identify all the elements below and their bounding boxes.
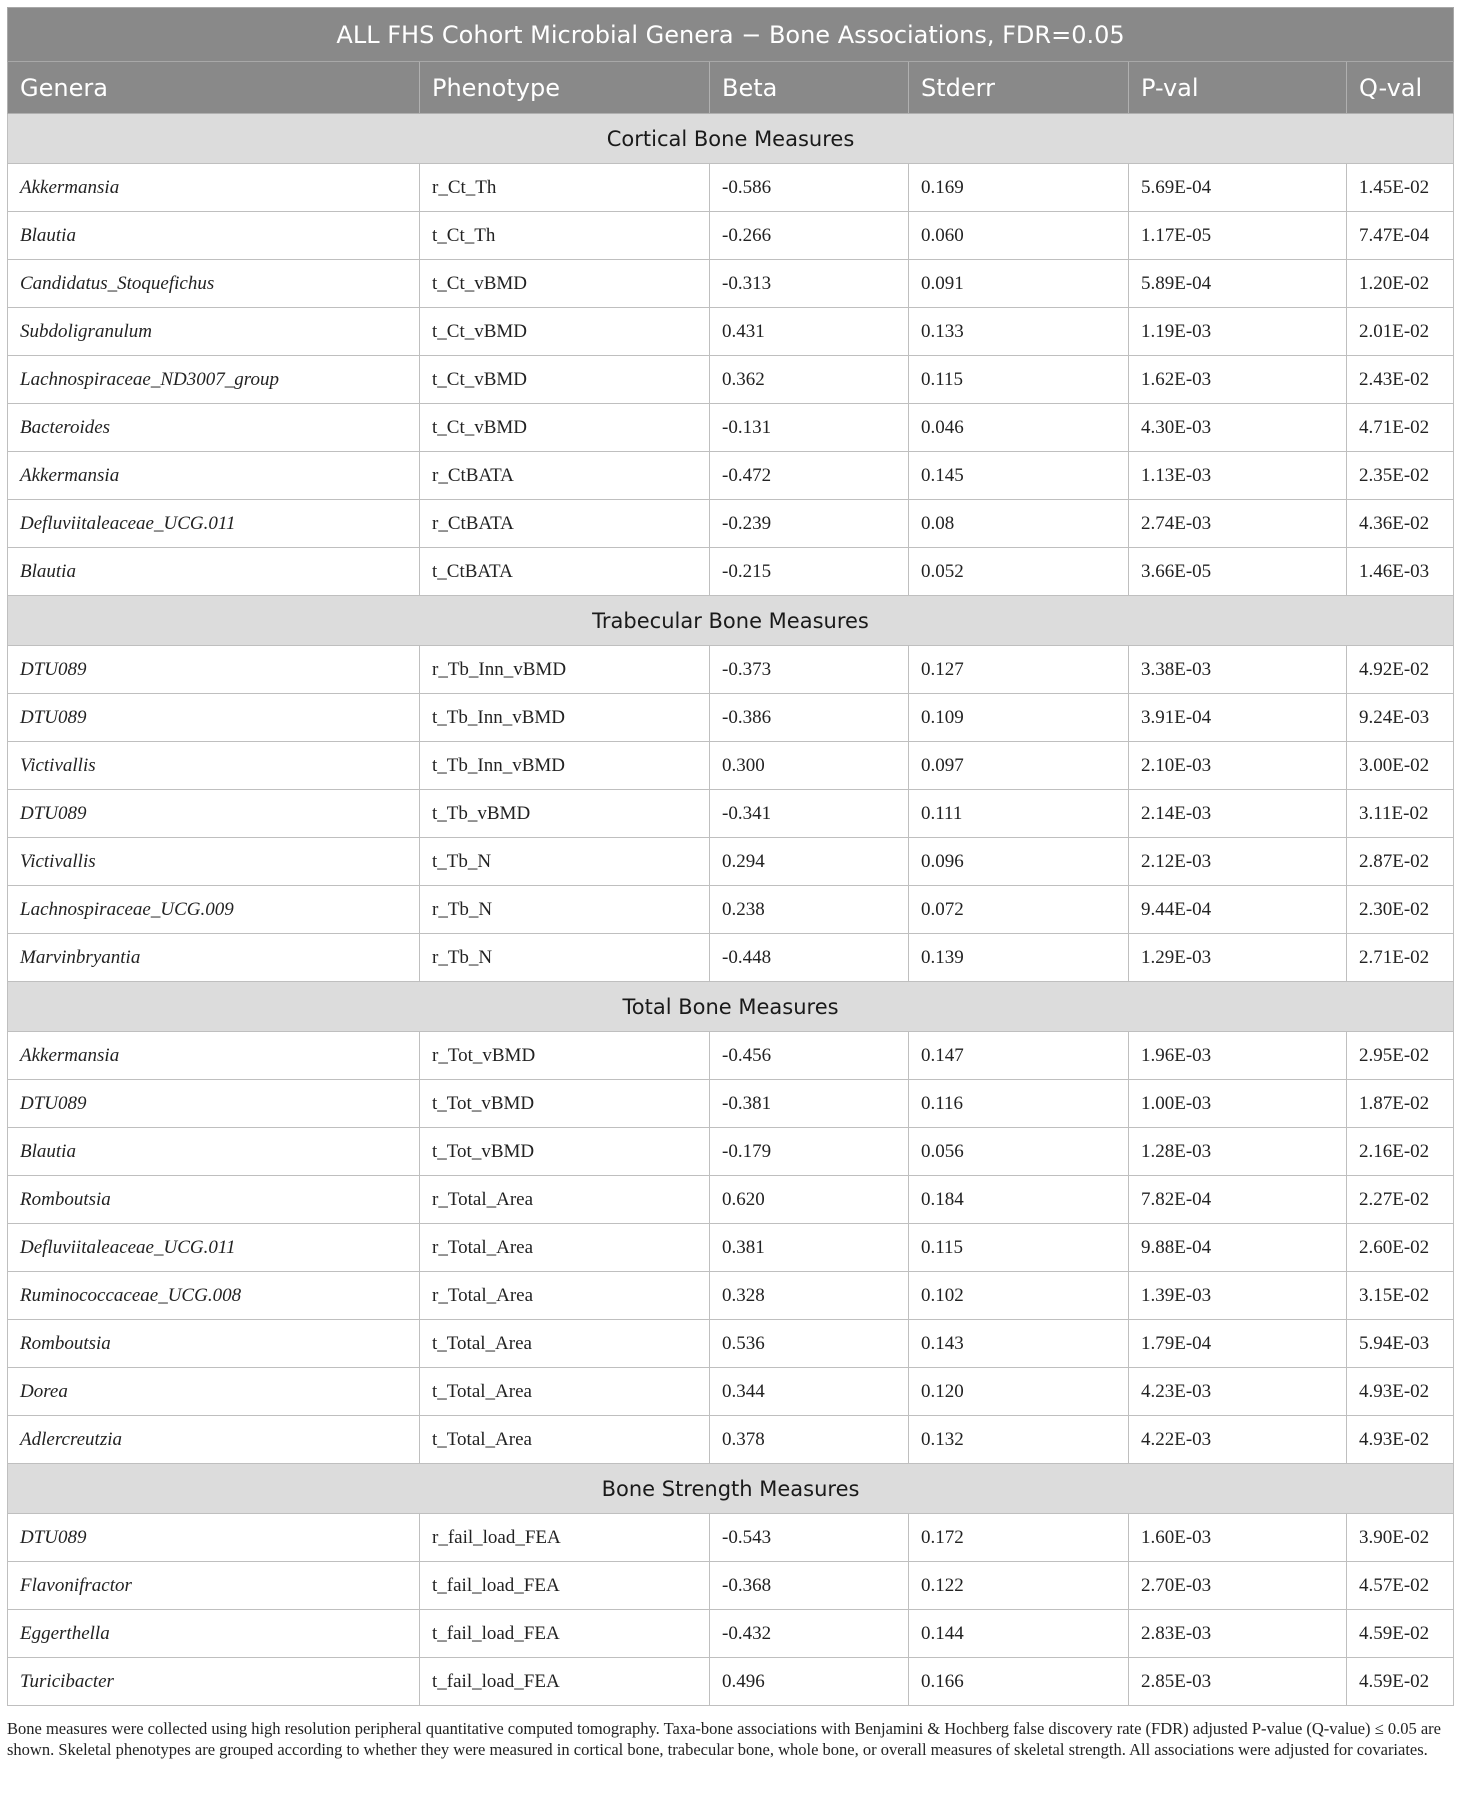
cell-phenotype: r_Tot_vBMD	[420, 1032, 710, 1080]
cell-qval: 4.93E-02	[1347, 1368, 1454, 1416]
cell-stderr: 0.115	[909, 1224, 1129, 1272]
cell-phenotype: r_fail_load_FEA	[420, 1514, 710, 1562]
cell-beta: 0.238	[710, 886, 909, 934]
cell-pval: 1.79E-04	[1129, 1320, 1347, 1368]
cell-stderr: 0.056	[909, 1128, 1129, 1176]
cell-pval: 2.83E-03	[1129, 1610, 1347, 1658]
cell-genus: Blautia	[8, 548, 420, 596]
cell-genus: DTU089	[8, 646, 420, 694]
cell-qval: 2.87E-02	[1347, 838, 1454, 886]
cell-phenotype: r_Tb_Inn_vBMD	[420, 646, 710, 694]
cell-pval: 1.17E-05	[1129, 212, 1347, 260]
cell-genus: Ruminococcaceae_UCG.008	[8, 1272, 420, 1320]
cell-stderr: 0.109	[909, 694, 1129, 742]
cell-beta: -0.432	[710, 1610, 909, 1658]
cell-qval: 4.93E-02	[1347, 1416, 1454, 1464]
cell-pval: 4.30E-03	[1129, 404, 1347, 452]
cell-beta: 0.344	[710, 1368, 909, 1416]
cell-phenotype: t_Ct_Th	[420, 212, 710, 260]
table-row	[8, 548, 1454, 596]
cell-pval: 1.60E-03	[1129, 1514, 1347, 1562]
column-header-row	[8, 62, 1454, 114]
cell-pval: 2.14E-03	[1129, 790, 1347, 838]
cell-stderr: 0.046	[909, 404, 1129, 452]
cell-beta: 0.496	[710, 1658, 909, 1706]
cell-phenotype: t_fail_load_FEA	[420, 1562, 710, 1610]
cell-qval: 2.71E-02	[1347, 934, 1454, 982]
cell-phenotype: t_fail_load_FEA	[420, 1658, 710, 1706]
cell-stderr: 0.132	[909, 1416, 1129, 1464]
cell-stderr: 0.166	[909, 1658, 1129, 1706]
cell-genus: Blautia	[8, 212, 420, 260]
cell-phenotype: r_Ct_Th	[420, 164, 710, 212]
table-row	[8, 1320, 1454, 1368]
table-row	[8, 452, 1454, 500]
column-header-pval: P-val	[1129, 62, 1347, 114]
table-row	[8, 790, 1454, 838]
cell-phenotype: r_CtBATA	[420, 452, 710, 500]
cell-pval: 3.38E-03	[1129, 646, 1347, 694]
cell-beta: 0.536	[710, 1320, 909, 1368]
cell-pval: 1.19E-03	[1129, 308, 1347, 356]
column-header-genera: Genera	[8, 62, 420, 114]
section-header-row	[8, 114, 1454, 164]
cell-phenotype: t_fail_load_FEA	[420, 1610, 710, 1658]
cell-qval: 9.24E-03	[1347, 694, 1454, 742]
cell-genus: Akkermansia	[8, 1032, 420, 1080]
cell-beta: -0.179	[710, 1128, 909, 1176]
cell-pval: 5.69E-04	[1129, 164, 1347, 212]
table-row	[8, 838, 1454, 886]
cell-genus: Defluviitaleaceae_UCG.011	[8, 500, 420, 548]
cell-pval: 3.66E-05	[1129, 548, 1347, 596]
cell-pval: 1.29E-03	[1129, 934, 1347, 982]
column-header-beta: Beta	[710, 62, 909, 114]
cell-genus: Eggerthella	[8, 1610, 420, 1658]
cell-pval: 9.44E-04	[1129, 886, 1347, 934]
table-row	[8, 694, 1454, 742]
cell-genus: Victivallis	[8, 838, 420, 886]
cell-beta: -0.341	[710, 790, 909, 838]
table-row	[8, 164, 1454, 212]
cell-phenotype: t_Ct_vBMD	[420, 356, 710, 404]
table-row	[8, 1032, 1454, 1080]
cell-stderr: 0.122	[909, 1562, 1129, 1610]
cell-genus: Romboutsia	[8, 1176, 420, 1224]
cell-stderr: 0.096	[909, 838, 1129, 886]
cell-genus: Dorea	[8, 1368, 420, 1416]
cell-pval: 3.91E-04	[1129, 694, 1347, 742]
cell-stderr: 0.139	[909, 934, 1129, 982]
cell-beta: -0.586	[710, 164, 909, 212]
cell-stderr: 0.133	[909, 308, 1129, 356]
column-header-phenotype: Phenotype	[420, 62, 710, 114]
cell-pval: 2.74E-03	[1129, 500, 1347, 548]
cell-stderr: 0.116	[909, 1080, 1129, 1128]
cell-pval: 1.62E-03	[1129, 356, 1347, 404]
cell-qval: 1.46E-03	[1347, 548, 1454, 596]
cell-beta: 0.300	[710, 742, 909, 790]
table-row	[8, 886, 1454, 934]
cell-qval: 4.59E-02	[1347, 1610, 1454, 1658]
cell-phenotype: t_Total_Area	[420, 1416, 710, 1464]
cell-beta: -0.386	[710, 694, 909, 742]
cell-phenotype: t_Ct_vBMD	[420, 260, 710, 308]
cell-genus: DTU089	[8, 1514, 420, 1562]
cell-qval: 3.00E-02	[1347, 742, 1454, 790]
cell-stderr: 0.169	[909, 164, 1129, 212]
cell-genus: Turicibacter	[8, 1658, 420, 1706]
cell-genus: Lachnospiraceae_ND3007_group	[8, 356, 420, 404]
cell-stderr: 0.08	[909, 500, 1129, 548]
section-title: Cortical Bone Measures	[8, 114, 1454, 164]
cell-genus: DTU089	[8, 1080, 420, 1128]
cell-phenotype: t_Tot_vBMD	[420, 1080, 710, 1128]
table-footnote: Bone measures were collected using high resolution peripheral quantitative computed tomography. Taxa-bone associations with Benjamini & Hochberg false discovery rate (FDR) adjusted P-value (Q-value) ≤ 0.05 are shown. Skeletal phenotypes are grouped according to whether they were measured in cortical bone, trabecular bone, whole bone, or overall measures of skeletal strength. All associations were adjusted for covariates.	[7, 1719, 1441, 1759]
cell-qval: 2.27E-02	[1347, 1176, 1454, 1224]
cell-pval: 7.82E-04	[1129, 1176, 1347, 1224]
cell-qval: 4.71E-02	[1347, 404, 1454, 452]
cell-qval: 1.87E-02	[1347, 1080, 1454, 1128]
table-row	[8, 1514, 1454, 1562]
cell-stderr: 0.172	[909, 1514, 1129, 1562]
cell-qval: 1.45E-02	[1347, 164, 1454, 212]
cell-beta: -0.381	[710, 1080, 909, 1128]
associations-table	[7, 7, 1454, 1706]
cell-phenotype: t_CtBATA	[420, 548, 710, 596]
cell-phenotype: r_Tb_N	[420, 886, 710, 934]
cell-beta: 0.294	[710, 838, 909, 886]
cell-stderr: 0.072	[909, 886, 1129, 934]
cell-pval: 4.22E-03	[1129, 1416, 1347, 1464]
table-body	[8, 114, 1454, 1706]
cell-pval: 1.39E-03	[1129, 1272, 1347, 1320]
cell-genus: Bacteroides	[8, 404, 420, 452]
cell-phenotype: t_Total_Area	[420, 1368, 710, 1416]
cell-qval: 3.11E-02	[1347, 790, 1454, 838]
cell-genus: Lachnospiraceae_UCG.009	[8, 886, 420, 934]
cell-genus: Romboutsia	[8, 1320, 420, 1368]
cell-beta: -0.456	[710, 1032, 909, 1080]
cell-stderr: 0.120	[909, 1368, 1129, 1416]
cell-beta: 0.620	[710, 1176, 909, 1224]
table-row	[8, 1658, 1454, 1706]
section-header-row	[8, 982, 1454, 1032]
cell-beta: -0.215	[710, 548, 909, 596]
cell-genus: Candidatus_Stoquefichus	[8, 260, 420, 308]
cell-beta: -0.239	[710, 500, 909, 548]
cell-stderr: 0.060	[909, 212, 1129, 260]
cell-qval: 4.92E-02	[1347, 646, 1454, 694]
cell-stderr: 0.115	[909, 356, 1129, 404]
cell-qval: 2.43E-02	[1347, 356, 1454, 404]
section-header-row	[8, 1464, 1454, 1514]
cell-qval: 5.94E-03	[1347, 1320, 1454, 1368]
cell-qval: 2.16E-02	[1347, 1128, 1454, 1176]
cell-phenotype: t_Tb_N	[420, 838, 710, 886]
table-row	[8, 1224, 1454, 1272]
cell-phenotype: t_Ct_vBMD	[420, 308, 710, 356]
cell-qval: 3.90E-02	[1347, 1514, 1454, 1562]
table-row	[8, 260, 1454, 308]
table-row	[8, 308, 1454, 356]
cell-beta: -0.313	[710, 260, 909, 308]
table-row	[8, 934, 1454, 982]
cell-qval: 4.59E-02	[1347, 1658, 1454, 1706]
cell-pval: 1.96E-03	[1129, 1032, 1347, 1080]
table-row	[8, 742, 1454, 790]
cell-pval: 1.00E-03	[1129, 1080, 1347, 1128]
cell-stderr: 0.091	[909, 260, 1129, 308]
table-row	[8, 356, 1454, 404]
cell-pval: 4.23E-03	[1129, 1368, 1347, 1416]
cell-genus: Defluviitaleaceae_UCG.011	[8, 1224, 420, 1272]
cell-stderr: 0.147	[909, 1032, 1129, 1080]
section-header-row	[8, 596, 1454, 646]
cell-genus: DTU089	[8, 694, 420, 742]
cell-qval: 2.60E-02	[1347, 1224, 1454, 1272]
cell-phenotype: t_Tb_Inn_vBMD	[420, 694, 710, 742]
cell-beta: -0.368	[710, 1562, 909, 1610]
cell-qval: 2.35E-02	[1347, 452, 1454, 500]
cell-stderr: 0.097	[909, 742, 1129, 790]
table-row	[8, 1416, 1454, 1464]
cell-phenotype: t_Tot_vBMD	[420, 1128, 710, 1176]
section-title: Bone Strength Measures	[8, 1464, 1454, 1514]
cell-stderr: 0.052	[909, 548, 1129, 596]
cell-phenotype: r_Total_Area	[420, 1224, 710, 1272]
cell-pval: 1.13E-03	[1129, 452, 1347, 500]
cell-genus: Victivallis	[8, 742, 420, 790]
cell-phenotype: r_Total_Area	[420, 1272, 710, 1320]
cell-stderr: 0.127	[909, 646, 1129, 694]
cell-qval: 4.36E-02	[1347, 500, 1454, 548]
table-row	[8, 404, 1454, 452]
cell-beta: -0.266	[710, 212, 909, 260]
table-row	[8, 500, 1454, 548]
cell-genus: Akkermansia	[8, 164, 420, 212]
cell-stderr: 0.184	[909, 1176, 1129, 1224]
cell-beta: 0.431	[710, 308, 909, 356]
cell-beta: 0.328	[710, 1272, 909, 1320]
cell-phenotype: r_CtBATA	[420, 500, 710, 548]
table-row	[8, 1272, 1454, 1320]
cell-beta: 0.381	[710, 1224, 909, 1272]
table-row	[8, 646, 1454, 694]
cell-stderr: 0.102	[909, 1272, 1129, 1320]
cell-phenotype: r_Total_Area	[420, 1176, 710, 1224]
cell-phenotype: t_Ct_vBMD	[420, 404, 710, 452]
cell-pval: 2.10E-03	[1129, 742, 1347, 790]
cell-beta: -0.543	[710, 1514, 909, 1562]
cell-beta: -0.448	[710, 934, 909, 982]
cell-phenotype: r_Tb_N	[420, 934, 710, 982]
cell-pval: 9.88E-04	[1129, 1224, 1347, 1272]
table-row	[8, 1368, 1454, 1416]
table-row	[8, 1128, 1454, 1176]
column-header-stderr: Stderr	[909, 62, 1129, 114]
cell-beta: 0.378	[710, 1416, 909, 1464]
cell-genus: Akkermansia	[8, 452, 420, 500]
cell-pval: 1.28E-03	[1129, 1128, 1347, 1176]
cell-beta: -0.373	[710, 646, 909, 694]
table-row	[8, 1610, 1454, 1658]
cell-genus: Adlercreutzia	[8, 1416, 420, 1464]
cell-phenotype: t_Tb_vBMD	[420, 790, 710, 838]
cell-genus: DTU089	[8, 790, 420, 838]
table-row	[8, 1080, 1454, 1128]
cell-stderr: 0.145	[909, 452, 1129, 500]
cell-pval: 2.70E-03	[1129, 1562, 1347, 1610]
cell-qval: 2.30E-02	[1347, 886, 1454, 934]
cell-phenotype: t_Total_Area	[420, 1320, 710, 1368]
cell-qval: 2.01E-02	[1347, 308, 1454, 356]
cell-genus: Blautia	[8, 1128, 420, 1176]
cell-beta: -0.472	[710, 452, 909, 500]
cell-genus: Subdoligranulum	[8, 308, 420, 356]
cell-pval: 2.85E-03	[1129, 1658, 1347, 1706]
cell-qval: 3.15E-02	[1347, 1272, 1454, 1320]
cell-genus: Flavonifractor	[8, 1562, 420, 1610]
cell-beta: -0.131	[710, 404, 909, 452]
cell-phenotype: t_Tb_Inn_vBMD	[420, 742, 710, 790]
table-row	[8, 1562, 1454, 1610]
column-header-qval: Q-val	[1347, 62, 1454, 114]
cell-stderr: 0.111	[909, 790, 1129, 838]
cell-qval: 1.20E-02	[1347, 260, 1454, 308]
cell-stderr: 0.143	[909, 1320, 1129, 1368]
cell-genus: Marvinbryantia	[8, 934, 420, 982]
table-title: ALL FHS Cohort Microbial Genera − Bone Associations, FDR=0.05	[8, 8, 1454, 62]
cell-beta: 0.362	[710, 356, 909, 404]
cell-qval: 4.57E-02	[1347, 1562, 1454, 1610]
cell-qval: 2.95E-02	[1347, 1032, 1454, 1080]
table-row	[8, 1176, 1454, 1224]
cell-qval: 7.47E-04	[1347, 212, 1454, 260]
cell-pval: 5.89E-04	[1129, 260, 1347, 308]
cell-pval: 2.12E-03	[1129, 838, 1347, 886]
cell-stderr: 0.144	[909, 1610, 1129, 1658]
table-row	[8, 212, 1454, 260]
section-title: Trabecular Bone Measures	[8, 596, 1454, 646]
table-title-row	[8, 8, 1454, 62]
section-title: Total Bone Measures	[8, 982, 1454, 1032]
